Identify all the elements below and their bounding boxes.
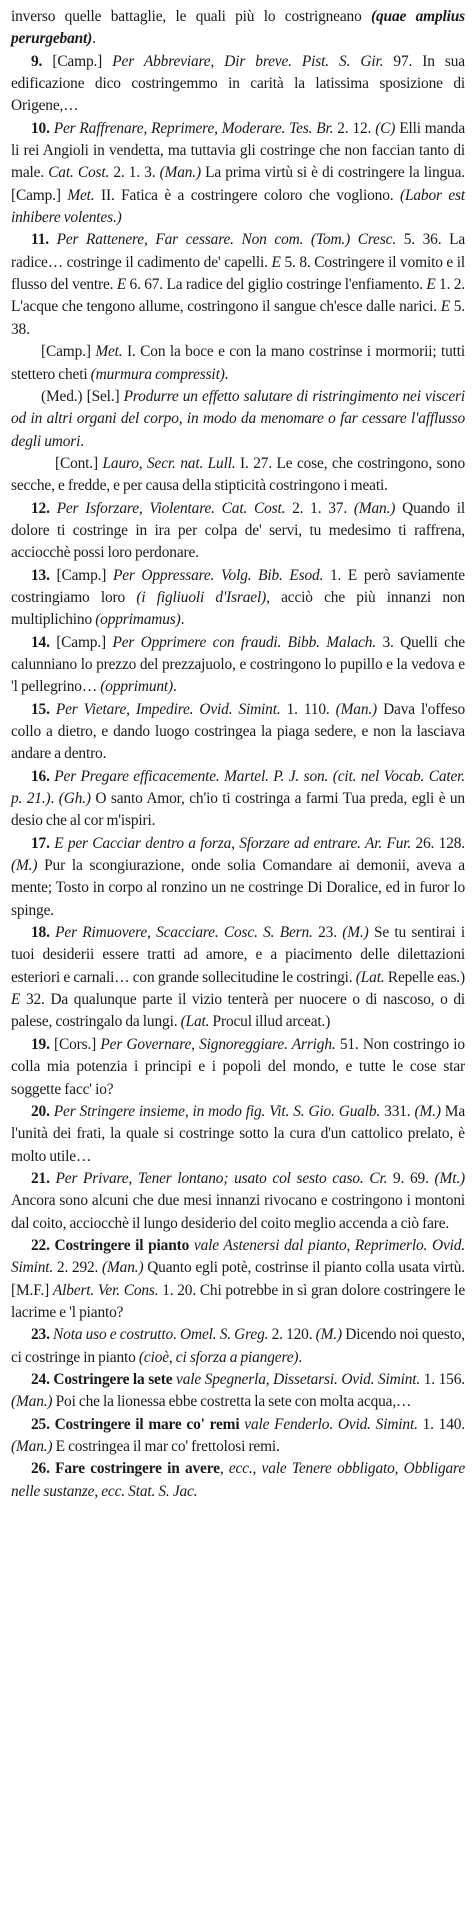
italic-text: Per Privare, Tener lontano; usato col sesto caso. Cr. — [55, 1169, 388, 1187]
text-run: 1. 110. — [280, 700, 336, 718]
sub-sense — [11, 386, 465, 453]
text-run: 331. — [380, 1102, 415, 1120]
text-run: Quanto egli potè, costrinse il pianto colla usata virtù. [M.F.] — [11, 1259, 466, 1299]
italic-text: (i figliuoli d'Israel) — [136, 588, 267, 606]
italic-text: Met. — [95, 343, 123, 361]
sense-number: 12. — [31, 499, 50, 517]
numbered-sense — [11, 118, 465, 230]
numbered-sense — [11, 1458, 465, 1503]
italic-text: E — [426, 276, 436, 294]
text-run: . — [180, 611, 185, 629]
italic-text: (Man.) — [11, 1438, 53, 1455]
text-run: Poi che la lionessa ebbe costretta la sete con molta acqua,… — [52, 1393, 412, 1411]
italic-text: Per Abbreviare, Dir breve. Pist. S. Gir. — [112, 52, 384, 70]
numbered-sense — [11, 51, 465, 118]
italic-text: (Labor est inhibere volentes.) — [11, 186, 465, 227]
sense-number: 15. — [31, 700, 50, 718]
text-run: 97. In sua edificazione dico costringemmo in carità la latissima sposizione di Origene,… — [11, 52, 465, 115]
text-run: II. Fatica è a costringere coloro che vogliono. — [94, 186, 400, 204]
text-run: Dicendo noi questo, ci costringe in pianto — [11, 1326, 465, 1366]
text-run: [Cors.] — [49, 1035, 101, 1053]
text-run: 5. 38. — [11, 298, 465, 338]
italic-text: (Lat. — [180, 1013, 210, 1031]
italic-text: (cioè, ci sforza a piangere) — [138, 1348, 299, 1366]
italic-text: Per Rattenere, Far cessare. Non com. (Tom.) Cresc. — [56, 231, 397, 249]
text-run: 51. Non costringo io colla mia potenzia i principi e i popoli del mondo, e tutte le cose star soggette facc' io? — [11, 1035, 465, 1098]
text-run: Quando il dolore ti costringe in ira per colpa de' servi, tu medesimo ti raffrena, acciocchè possi loro perdonare. — [11, 499, 465, 562]
text-run: I. Con la boce e con la mano costrinse i mormorii; tutti stettero cheti — [11, 343, 465, 383]
text-run: 1. 20. Chi potrebbe in sì gran dolore costringere le lacrime e 'l pianto? — [11, 1281, 465, 1321]
text-run: . — [224, 365, 229, 383]
italic-text: Per Governare, Signoreggiare. Arrigh. — [100, 1035, 336, 1053]
numbered-sense — [11, 1168, 465, 1235]
text-run: , — [219, 1460, 229, 1478]
text-run: [Camp.] — [49, 633, 113, 651]
italic-text: (Man.) — [335, 700, 378, 718]
italic-text: E — [271, 253, 281, 271]
italic-text: Per Raffrenare, Reprimere, Moderare. Tes. Br. — [53, 119, 334, 137]
italic-text: (M.) — [414, 1102, 441, 1120]
italic-text: (Man.) — [102, 1259, 144, 1277]
italic-text: E — [440, 298, 450, 316]
sense-number: 11. — [31, 231, 49, 249]
text-run: 1. 156. — [420, 1370, 465, 1388]
text-run: O santo Amor, ch'io ti costringa a farmi Tua preda, egli è un desio che al cor m'ispiri. — [11, 790, 465, 830]
sense-number: 25. Costringere il mare co' remi — [31, 1415, 240, 1433]
text-run: Pur la scongiurazione, onde solia Comandare ai demonii, aveva a mente; Tosto in corpo al ronzino un ne costringe Di Doralice, ed in furor lo spinge. — [11, 857, 465, 919]
italic-text: (murmura compressit) — [90, 365, 225, 383]
sense-number: 18. — [31, 924, 50, 942]
numbered-sense — [11, 922, 465, 1034]
italic-text: (Lat. — [355, 968, 385, 986]
text-run: inverso quelle battaglie, le quali più lo costrigneano — [11, 8, 372, 25]
continuation-text — [11, 6, 465, 51]
italic-text: vale Fenderlo. Ovid. Simint. — [244, 1415, 418, 1433]
text-run: 1. 140. — [417, 1415, 465, 1433]
numbered-sense — [11, 498, 465, 565]
italic-text: E per Cacciar dentro a forza, Sforzare ad entrare. Ar. Fur. — [54, 834, 412, 852]
text-run: Se tu sentirai i tuoi desiderii essere tratti ad amore, e a piacimento delle dilettazioni esteriori e carnali… con grande sollecitudine le costringi. — [11, 924, 466, 986]
text-run: E costringea il mar co' frettolosi remi. — [52, 1438, 280, 1455]
italic-text: E — [11, 991, 21, 1009]
italic-text: E — [116, 276, 127, 294]
numbered-sense — [11, 229, 465, 341]
sub-sense — [11, 341, 465, 386]
numbered-sense — [11, 833, 465, 922]
italic-text: Lauro, Secr. nat. Lull. — [102, 454, 236, 472]
text-run: Elli manda li rei Angioli in vendetta, ma tuttavia gli costringe che non faccian tanto di male. — [11, 119, 466, 182]
text-run: 5. 36. La radice… costringe il cadimento de' capelli. — [11, 231, 465, 271]
italic-text: (quae amplius perurgebant) — [11, 8, 465, 48]
italic-text: vale Astenersi dal pianto, Reprimerlo. Ovid. Simint. — [11, 1236, 465, 1277]
numbered-sense — [11, 699, 465, 766]
text-run: 2. 292. — [53, 1259, 103, 1277]
text-run: 2. 1. 3. — [109, 164, 160, 182]
text-run — [49, 231, 57, 248]
text-run: . — [173, 678, 177, 696]
text-run: Procul illud arceat.) — [209, 1013, 331, 1031]
sense-number: 22. Costringere il pianto — [31, 1236, 190, 1254]
italic-text: Per Opprimere con fraudi. Bibb. Malach. — [112, 633, 377, 651]
text-run: [Cont.] — [55, 454, 103, 472]
text-run: . — [50, 790, 59, 808]
text-run: Ancora sono alcuni che due mesi innanzi rivocano e costringono i montoni dal coito, acciocchè il lungo desiderio del coito meglio accenda a ciò fare. — [11, 1192, 465, 1232]
text-run: 3. Quelli che calunniano lo prezzo del prezzajuolo, e costringono lo pupillo e la vedova e 'l pellegrino… — [11, 633, 465, 696]
sense-number: 14. — [31, 633, 50, 651]
text-run — [50, 500, 57, 517]
sense-number: 10. — [31, 119, 50, 137]
italic-text: Albert. Ver. Cons. — [52, 1281, 159, 1299]
text-run: 6. 67. La radice del giglio costringe l'enfiamento. — [126, 276, 427, 294]
text-run: 5. 8. Costringere il vomito e il flusso del ventre. — [11, 253, 466, 294]
italic-text: (Man.) — [11, 1393, 53, 1411]
text-run: 2. 120. — [268, 1326, 316, 1344]
italic-text: Per Oppressare. Volg. Bib. Esod. — [112, 566, 324, 584]
italic-text: (opprimamus) — [95, 611, 181, 629]
numbered-sense — [11, 632, 465, 699]
italic-text: Cat. Cost. — [48, 164, 110, 182]
italic-text: vale Spegnerla, Dissetarsi. Ovid. Simint. — [176, 1370, 421, 1388]
sense-number: 19. — [31, 1035, 50, 1053]
italic-text: (Man.) — [159, 164, 201, 182]
numbered-sense — [11, 1101, 465, 1168]
numbered-sense — [11, 1034, 465, 1101]
text-run: 1. E però saviamente costringiamo loro — [11, 566, 465, 606]
text-run: . — [80, 432, 84, 450]
sense-number: 23. — [31, 1326, 50, 1344]
text-run: Ma l'unità dei frati, la quale si costringe sotto la cura d'un cattolico prelato, è molto utile… — [11, 1102, 466, 1165]
numbered-sense — [11, 1235, 465, 1324]
italic-text: Per Rimuovere, Scacciare. Cosc. S. Bern. — [55, 924, 313, 942]
sense-number: 13. — [31, 566, 50, 584]
text-run: 2. 12. — [333, 119, 376, 137]
italic-text: Per Pregare efficacemente. Martel. P. J. son. (cit. nel Vocab. Cater. p. 21.) — [11, 767, 465, 808]
sub-sense — [11, 453, 465, 498]
text-run: La prima virtù si è di costringere la lingua. [Camp.] — [11, 164, 465, 204]
text-run: I. 27. Le cose, che costringono, sono secche, e fredde, e per causa della stipticità costringono i meati. — [11, 454, 465, 495]
numbered-sense — [11, 1369, 465, 1414]
italic-text: (Man.) — [353, 499, 396, 517]
numbered-sense — [11, 565, 465, 632]
italic-text: Met. — [67, 186, 95, 204]
text-run: 1. 2. L'acque che tengono allume, costringono il sangue ch'esce dalle narici. — [11, 276, 465, 316]
text-run: (Med.) [Sel.] — [41, 387, 124, 405]
text-run: 32. Da qualunque parte il vizio tenterà per nuocere o di nascoso, o di palese, costringalo da lungi. — [11, 991, 465, 1031]
sense-number: 24. Costringere la sete — [31, 1370, 173, 1388]
text-run: 2. 1. 37. — [285, 499, 354, 517]
sense-number: 20. — [31, 1102, 50, 1120]
italic-text: (M.) — [315, 1326, 342, 1344]
numbered-sense — [11, 766, 465, 833]
italic-text: Per Isforzare, Violentare. Cat. Cost. — [56, 499, 286, 517]
italic-text: (M.) — [11, 857, 38, 875]
text-run: 9. 69. — [387, 1169, 435, 1187]
text-run: 26. 128. — [411, 834, 465, 852]
italic-text: Produrre un effetto salutare di ristringimento nei visceri od in altri organi del corpo, in modo da menomare o far cessare l'afflusso degli umori — [11, 387, 465, 450]
italic-text: (Gh.) — [58, 790, 91, 808]
text-run: [Camp.] — [41, 343, 96, 361]
text-run: [Camp.] — [49, 566, 113, 584]
text-run: [Camp.] — [42, 52, 113, 70]
text-run: . — [92, 30, 96, 48]
text-run: Dava l'offeso collo a dietro, e dando luogo costringea la piaga sedere, e non la lasciava andare a dentro. — [11, 700, 465, 763]
numbered-sense — [11, 1324, 465, 1369]
sense-number: 9. — [31, 52, 43, 70]
italic-text: Nota uso e costrutto. Omel. S. Greg. — [53, 1326, 269, 1344]
sense-number: 21. — [31, 1169, 50, 1187]
sense-number: 16. — [31, 767, 50, 785]
text-run: , acciò che più innanzi non multiplichino — [11, 588, 465, 629]
italic-text: Per Vietare, Impedire. Ovid. Simint. — [55, 700, 281, 718]
sense-number: 26. Fare costringere in avere — [31, 1460, 220, 1478]
sense-number: 17. — [31, 834, 50, 852]
italic-text: (M.) — [342, 924, 369, 942]
italic-text: (Mt.) — [434, 1169, 465, 1187]
text-run: . — [298, 1348, 303, 1366]
numbered-sense — [11, 1414, 465, 1459]
italic-text: Per Stringere insieme, in modo fig. Vit. S. Gio. Gualb. — [53, 1102, 381, 1120]
italic-text: (opprimunt) — [100, 678, 174, 696]
text-run: Repelle eas.) — [384, 968, 465, 986]
text-run: 23. — [312, 924, 343, 942]
italic-text: ecc., vale Tenere obbligato, Obbligare nelle sustanze, ecc. Stat. S. Jac. — [11, 1460, 466, 1500]
italic-text: (C) — [375, 119, 396, 137]
